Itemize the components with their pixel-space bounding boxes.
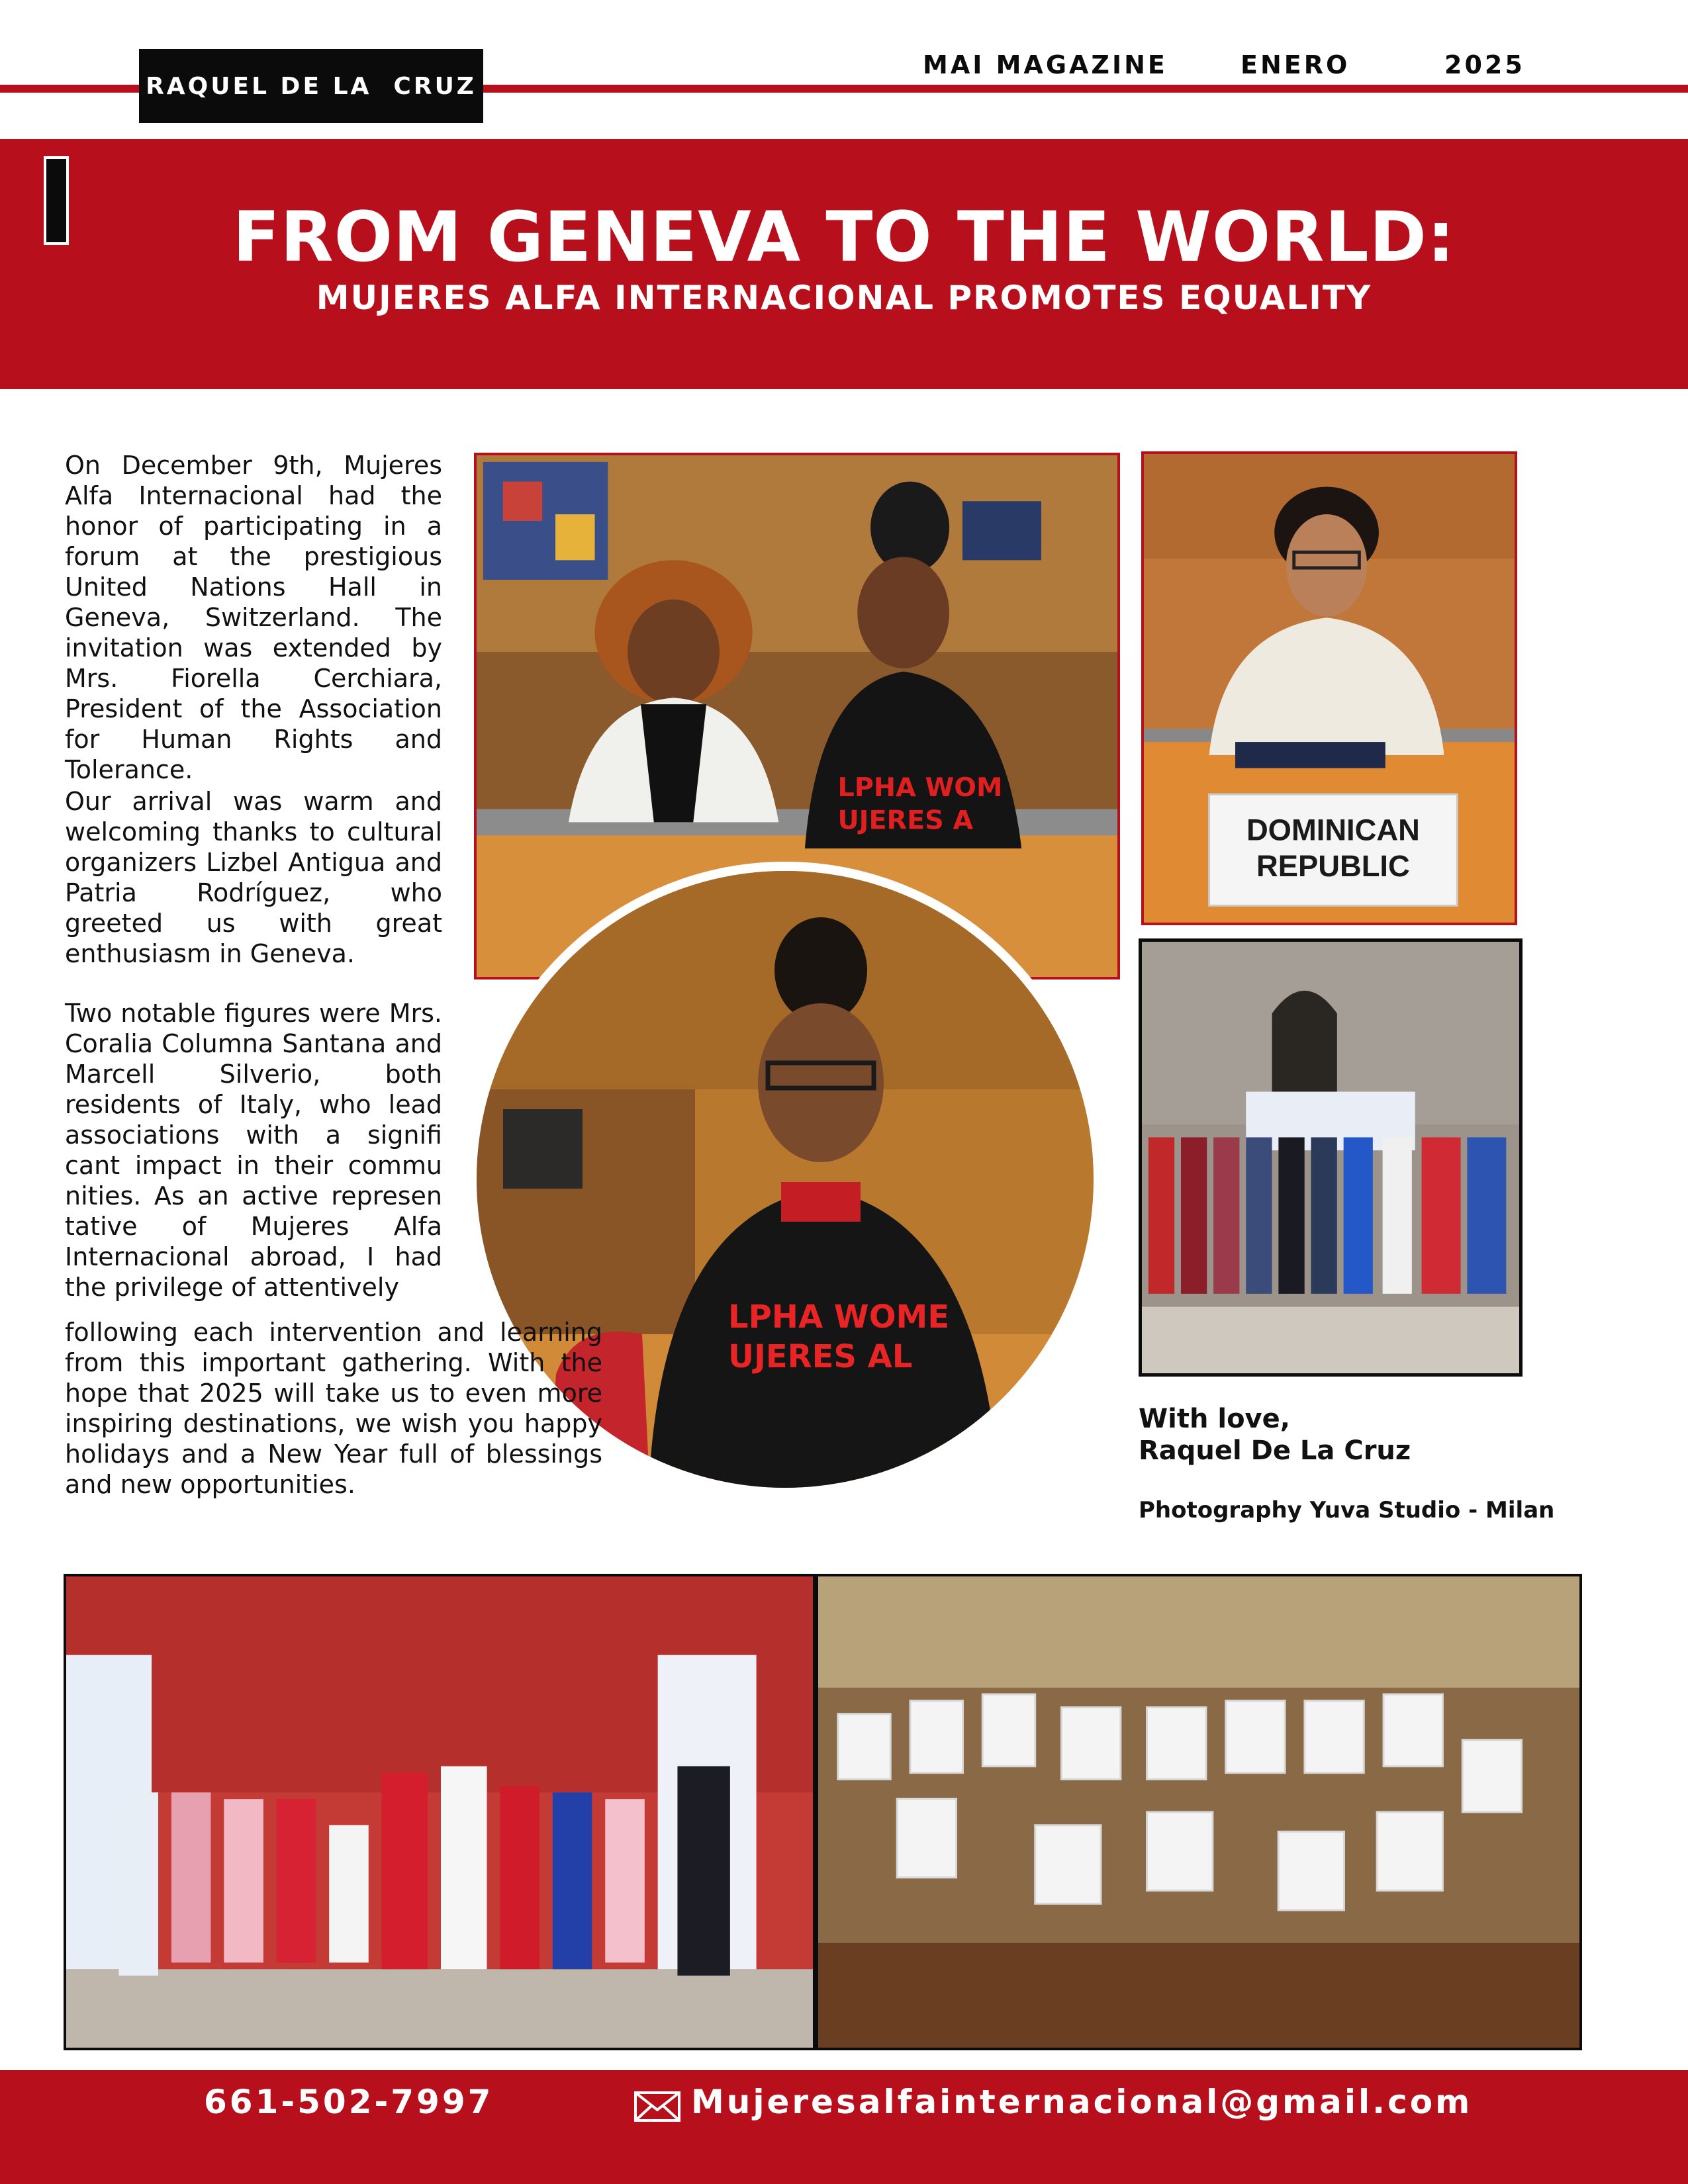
shirt-text-1: LPHA WOM — [837, 772, 1003, 803]
article-paragraph-2: Our arrival was warm and welcoming thanks to cultural organizers Lizbel Antigua and Patria Rodríguez, who greeted us with great enthusiasm in Geneva. — [65, 787, 442, 968]
photo-award-group — [1139, 938, 1523, 1377]
article-paragraph-3: Two notable figures were Mrs. Coralia Columna Santana and Marcell Silverio, both residents of Italy, who lead associations with a signifi cant impact in their commu nities. As an active represen tative of Mujeres Alfa Internacional abroad, I had the privilege of attentively — [65, 999, 442, 1302]
headline: FROM GENEVA TO THE WORLD: — [232, 197, 1456, 277]
signoff-name: Raquel De La Cruz — [1139, 1435, 1411, 1466]
placard-line-2: REPUBLIC — [1256, 848, 1410, 883]
magazine-name: MAI MAGAZINE — [923, 50, 1168, 79]
signoff-greeting: With love, — [1139, 1404, 1290, 1434]
shirt-text-2: UJERES A — [837, 805, 974, 836]
placard-line-1: DOMINICAN — [1246, 813, 1420, 847]
dominican-delegate-illustration — [1144, 454, 1515, 923]
subheadline: MUJERES ALFA INTERNACIONAL PROMOTES EQUALITY — [316, 279, 1372, 317]
photo-certificates-group — [816, 1574, 1582, 2050]
contact-phone[interactable]: 661-502-7997 — [204, 2083, 494, 2121]
article-paragraph-1: On December 9th, Mujeres Alfa Internacional had the honor of participating in a forum at the prestigious United Nations Hall in Geneva, Switzerland. The invitation was extended by Mrs. Fiorella Cerchiara, President of the Association for Human Rights and Tolerance. — [65, 451, 442, 784]
author-badge — [139, 49, 483, 123]
issue-month: ENERO — [1241, 50, 1350, 79]
issue-year: 2025 — [1444, 50, 1525, 79]
author-name: RAQUEL DE LA CRUZ — [146, 72, 477, 100]
circle-shirt-text-2: UJERES AL — [728, 1338, 913, 1375]
contact-email[interactable]: Mujeresalfainternacional@gmail.com — [691, 2083, 1473, 2121]
signoff — [1139, 1403, 1602, 1467]
certificates-group-illustration — [818, 1576, 1579, 2048]
award-group-illustration — [1142, 942, 1519, 1373]
pageant-group-illustration — [66, 1576, 813, 2048]
photo-pageant-group — [64, 1574, 816, 2050]
mail-icon — [634, 2091, 680, 2122]
circle-shirt-text-1: LPHA WOME — [728, 1298, 950, 1336]
photo-credit: Photography Yuva Studio - Milan — [1139, 1497, 1555, 1524]
photo-dominican-delegate — [1141, 451, 1517, 925]
article-paragraph-4: following each intervention and learning from this important gathering. With the hope that 2025 will take us to even more inspiring destinations, we wish you happy holidays and a New Year full of blessings and new opportunities. — [65, 1318, 602, 1499]
